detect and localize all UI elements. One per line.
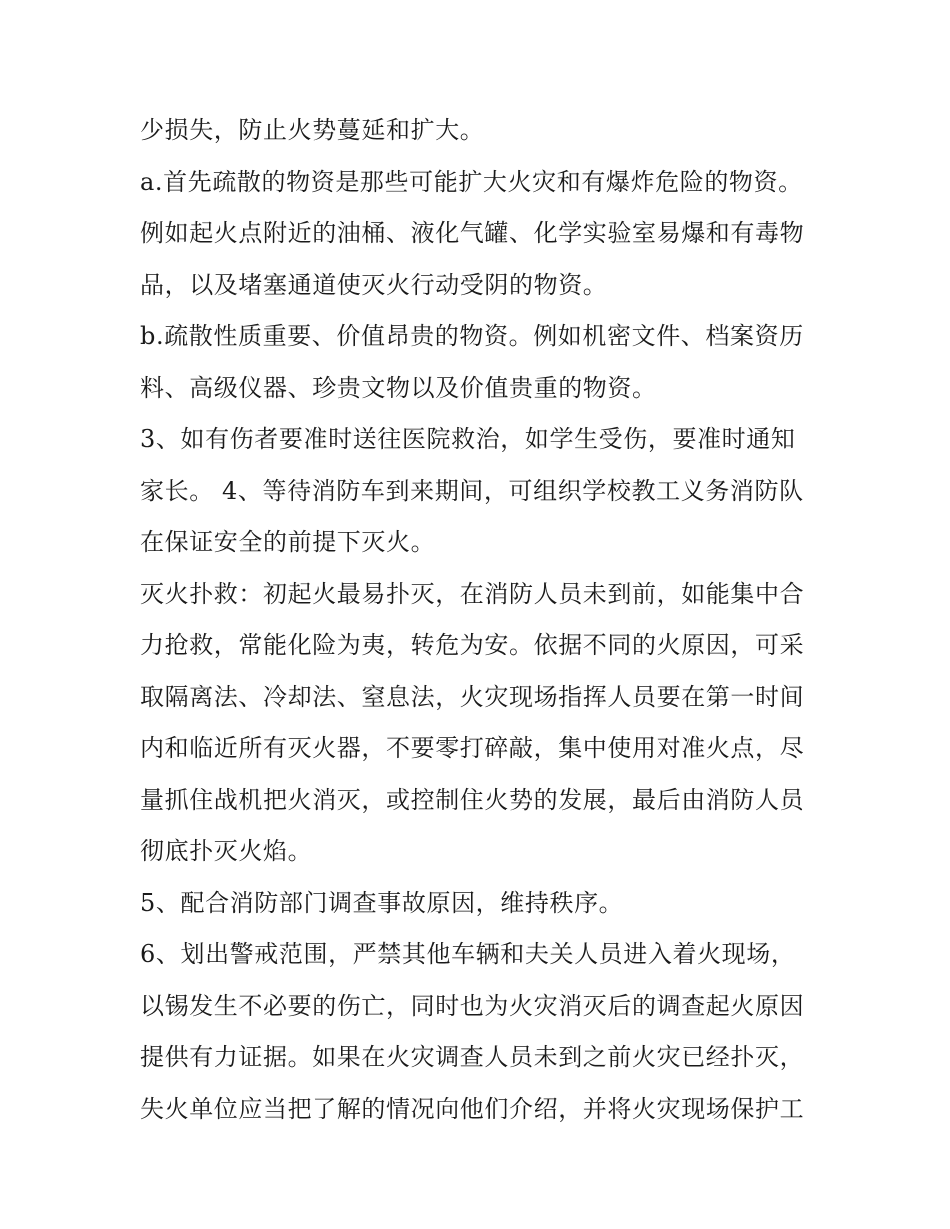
text-line: a.首先疏散的物资是那些可能扩大火灾和有爆炸危险的物资。 — [140, 167, 803, 196]
text-line: 6、划出警戒范围，严禁其他车辆和夫关人员进入着火现场， — [140, 940, 796, 968]
text-line: 以锡发生不必要的伤亡，同时也为火灾消灭后的调查起火原因 — [140, 991, 805, 1020]
text-line: 彻底扑灭火焰。 — [140, 837, 313, 865]
text-line: 料、高级仪器、珍贵文物以及价值贵重的物资。 — [140, 373, 657, 402]
text-line: 在保证安全的前提下灭火。 — [140, 528, 436, 556]
text-line: 品，以及堵塞通道使灭火行动受阴的物资。 — [140, 270, 608, 299]
text-line: 提供有力证据。如果在火灾调查人员未到之前火灾已经扑灭， — [140, 1043, 805, 1071]
text-line: 5、配合消防部门调查事故原因，维持秩序。 — [140, 888, 624, 917]
text-line: 力抢救，常能化险为夷，转危为安。依据不同的火原因，可采 — [140, 631, 805, 659]
text-line: 失火单位应当把了解的情况向他们介绍，并将火灾现场保护工 — [140, 1094, 805, 1123]
text-line: 例如起火点附近的油桶、液化气罐、化学实验室易爆和有毒物 — [140, 219, 805, 247]
text-line: 灭火扑救：初起火最易扑灭，在消防人员未到前，如能集中合 — [140, 579, 805, 608]
document-body — [140, 108, 820, 1138]
text-line: 内和临近所有灭火器，不要零打碎敲，集中使用对准火点，尽 — [140, 734, 805, 762]
text-line: b.疏散性质重要、价值昂贵的物资。例如机密文件、档案资历 — [140, 322, 804, 350]
text-line: 少损失，防止火势蔓延和扩大。 — [140, 116, 485, 144]
text-line: 家长。 4、等待消防车到来期间，可组织学校教工义务消防队 — [140, 476, 804, 505]
text-line: 取隔离法、冷却法、窒息法，火灾现场指挥人员要在第一时间 — [140, 682, 805, 711]
text-line: 量抓住战机把火消灭，或控制住火势的发展，最后由消防人员 — [140, 785, 805, 814]
text-line: 3、如有伤者要准时送往医院救治，如学生受伤，要准时通知 — [140, 425, 796, 453]
